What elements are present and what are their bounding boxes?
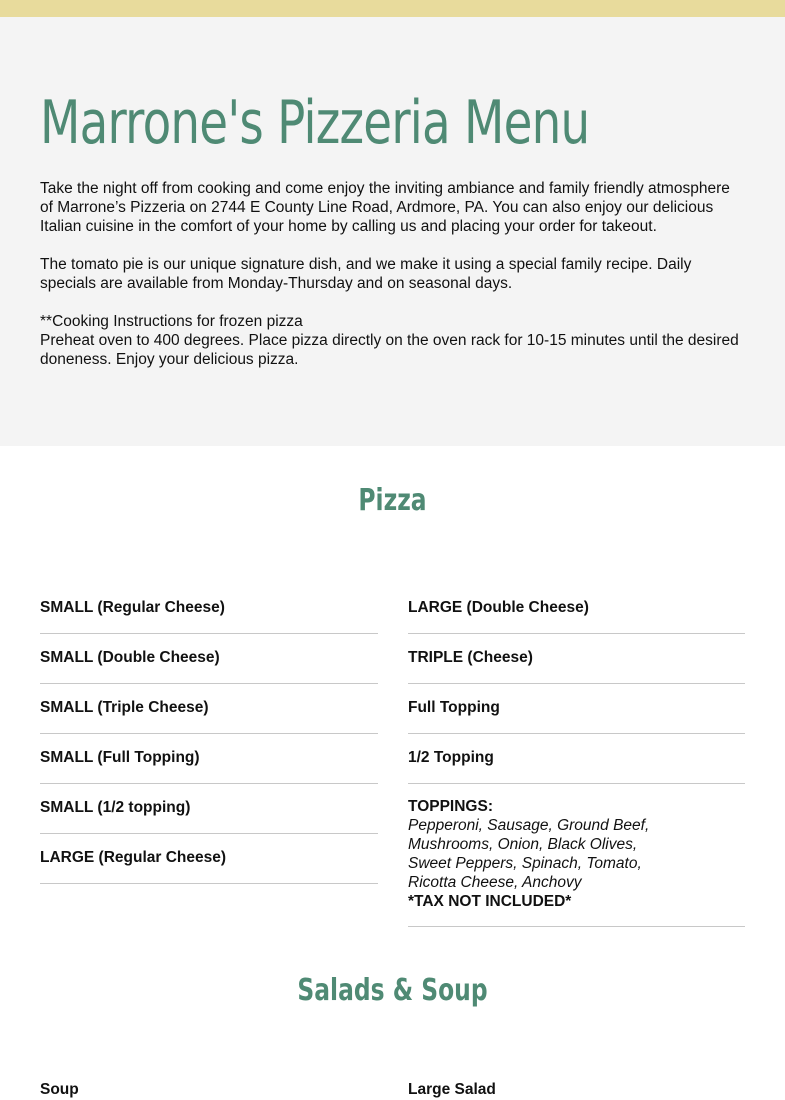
cooking-heading: **Cooking Instructions for frozen pizza (40, 313, 303, 330)
salads-right-column (408, 1079, 745, 1100)
cooking-instructions (40, 312, 745, 369)
cooking-text: Preheat oven to 400 degrees. Place pizza directly on the oven rack for 10-15 minutes until the desired doneness. Enjoy your delicious pizza. (40, 332, 739, 368)
menu-item: Full Topping (408, 684, 745, 734)
salads-section-title: Salads & Soup (297, 973, 488, 1008)
toppings-item (408, 784, 745, 927)
tax-note: *TAX NOT INCLUDED* (408, 893, 572, 910)
menu-item: SMALL (Regular Cheese) (40, 597, 378, 634)
menu-item: 1/2 Topping (408, 734, 745, 784)
pizza-menu-grid (0, 597, 785, 927)
salads-left-column (40, 1079, 378, 1100)
signature-paragraph: The tomato pie is our unique signature dish, and we make it using a special family recipe. Daily specials are available from Monday-Thursday and on seasonal days. (40, 256, 692, 292)
top-accent-bar (0, 0, 785, 17)
pizza-left-column (40, 597, 378, 927)
menu-item: LARGE (Regular Cheese) (40, 834, 378, 884)
menu-item: TRIPLE (Cheese) (408, 634, 745, 684)
menu-item: Large Salad (408, 1081, 496, 1098)
hero-section (0, 17, 785, 446)
intro-paragraph: Take the night off from cooking and come enjoy the inviting ambiance and family friendly atmosphere of Marrone’s Pizzeria on 2744 E County Line Road, Ardmore, PA. You can also enjoy our delicious Italian cuisine in the comfort of your home by calling us and placing your order for takeout. (40, 180, 730, 235)
toppings-list: Pepperoni, Sausage, Ground Beef, Mushrooms, Onion, Black Olives, Sweet Peppers, Spinach, Tomato, Ricotta Cheese, Anchovy (408, 817, 650, 891)
pizza-right-column (408, 597, 745, 927)
menu-item: LARGE (Double Cheese) (408, 597, 745, 634)
salads-menu-grid (0, 1079, 785, 1100)
page-title: Marrone's Pizzeria Menu (40, 88, 590, 158)
menu-item: SMALL (Double Cheese) (40, 634, 378, 684)
menu-item: SMALL (Triple Cheese) (40, 684, 378, 734)
menu-item: SMALL (Full Topping) (40, 734, 378, 784)
menu-item: SMALL (1/2 topping) (40, 784, 378, 834)
pizza-section-title: Pizza (358, 483, 427, 518)
menu-item: Soup (40, 1081, 79, 1098)
toppings-label: TOPPINGS: (408, 798, 493, 815)
